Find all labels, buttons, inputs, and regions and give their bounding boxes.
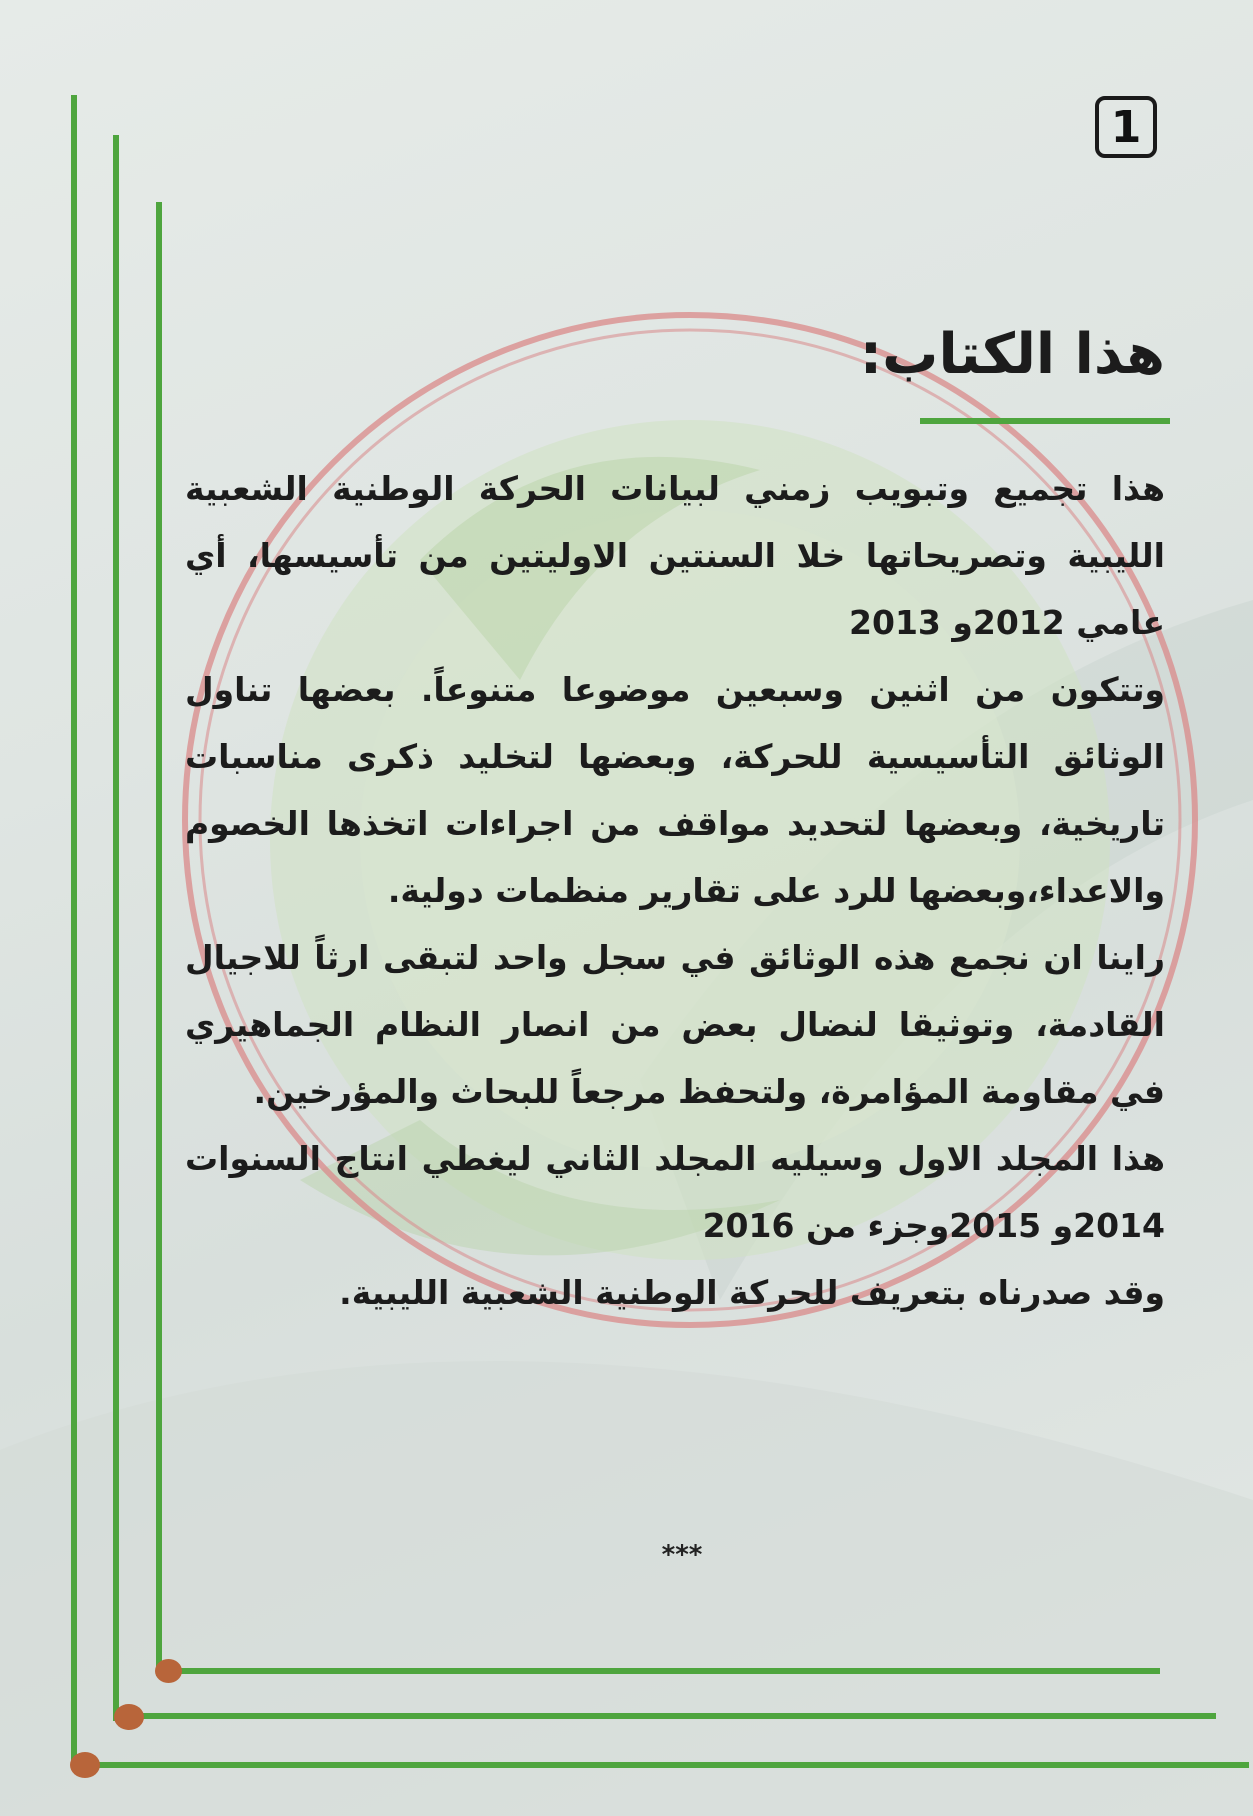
frame-line-horizontal-inner	[166, 1668, 1160, 1674]
paragraph-intro: هذا تجميع وتبويب زمني لبيانات الحركة الوطنية الشعبية الليبية وتصريحاتها خلا السنتين الاوليتين من تأسيسها، أي عامي 2012و 2013	[185, 469, 1165, 642]
paragraph-volumes: هذا المجلد الاول وسيليه المجلد الثاني ليغطي انتاج السنوات 2014و 2015وجزء من 2016	[185, 1139, 1165, 1245]
page-number: 1	[1095, 96, 1157, 158]
frame-line-horizontal-middle	[126, 1713, 1216, 1719]
corner-dot-middle	[114, 1704, 144, 1730]
frame-line-vertical-outer	[71, 95, 77, 1769]
corner-dot-inner	[155, 1659, 182, 1683]
paragraph-contents: وتتكون من اثنين وسبعين موضوعا متنوعاً. بعضها تناول الوثائق التأسيسية للحركة، وبعضها لتخليد ذكرى مناسبات تاريخية، وبعضها لتحديد مواقف من اجراءات اتخذها الخصوم والاعداء،وبعضها للرد على تقارير منظمات دولية.	[185, 670, 1165, 910]
section-separator: ***	[661, 1540, 703, 1570]
frame-line-vertical-inner	[156, 202, 162, 1676]
corner-dot-outer	[70, 1752, 100, 1778]
heading-underline	[920, 418, 1170, 424]
page-heading: هذا الكتاب:	[859, 322, 1165, 387]
frame-line-horizontal-outer	[84, 1762, 1249, 1768]
paragraph-closing: وقد صدرناه بتعريف للحركة الوطنية الشعبية الليبية.	[339, 1273, 1165, 1312]
frame-line-vertical-middle	[113, 135, 119, 1721]
paragraph-purpose: راينا ان نجمع هذه الوثائق في سجل واحد لتبقى ارثاً للاجيال القادمة، وتوثيقا لنضال بعض من انصار النظام الجماهيري في مقاومة المؤامرة، ولتحفظ مرجعاً للبحاث والمؤرخين.	[185, 938, 1165, 1111]
body-text	[185, 455, 1165, 1415]
